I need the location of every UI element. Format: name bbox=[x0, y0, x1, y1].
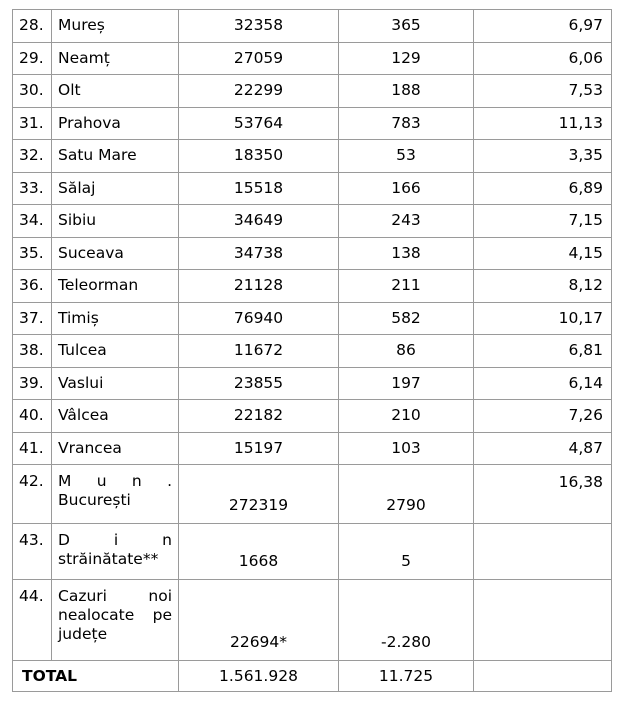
value-col1: 15518 bbox=[179, 172, 339, 205]
value-col1: 27059 bbox=[179, 42, 339, 75]
table-row bbox=[13, 172, 612, 205]
value-col1: 76940 bbox=[179, 302, 339, 335]
value-col1 bbox=[179, 465, 339, 524]
value-col2: 243 bbox=[339, 205, 474, 238]
table-row bbox=[13, 75, 612, 108]
county-name-line3: județe bbox=[58, 625, 108, 643]
county-name bbox=[52, 580, 179, 661]
table-row bbox=[13, 107, 612, 140]
county-name: Tulcea bbox=[52, 335, 179, 368]
row-number: 41. bbox=[13, 432, 52, 465]
table-row bbox=[13, 205, 612, 238]
value-col2-text: -2.280 bbox=[381, 633, 431, 651]
county-name-line2: străinătate** bbox=[58, 550, 159, 568]
value-col3: 7,26 bbox=[474, 400, 612, 433]
county-name: Sibiu bbox=[52, 205, 179, 238]
row-number: 30. bbox=[13, 75, 52, 108]
value-col1 bbox=[179, 524, 339, 580]
table-row bbox=[13, 432, 612, 465]
value-col3: 3,35 bbox=[474, 140, 612, 173]
value-col2: 211 bbox=[339, 270, 474, 303]
row-number bbox=[13, 524, 52, 580]
value-col1: 23855 bbox=[179, 367, 339, 400]
value-col3: 6,06 bbox=[474, 42, 612, 75]
value-col2-text: 2790 bbox=[386, 496, 426, 514]
table-row bbox=[13, 367, 612, 400]
county-name: Vâlcea bbox=[52, 400, 179, 433]
value-col3-text: 16,38 bbox=[558, 473, 603, 491]
value-col3: 6,14 bbox=[474, 367, 612, 400]
row-number: 28. bbox=[13, 10, 52, 43]
row-number: 32. bbox=[13, 140, 52, 173]
table-row bbox=[13, 302, 612, 335]
value-col1: 34738 bbox=[179, 237, 339, 270]
county-name: Vrancea bbox=[52, 432, 179, 465]
county-name: Sălaj bbox=[52, 172, 179, 205]
value-col3-empty bbox=[474, 580, 612, 661]
value-col1: 34649 bbox=[179, 205, 339, 238]
table-body bbox=[13, 10, 612, 692]
county-name-line2: nealocate pe bbox=[58, 606, 172, 624]
value-col2-text: 5 bbox=[401, 552, 411, 570]
total-value-col3-empty bbox=[474, 661, 612, 692]
value-col3: 6,97 bbox=[474, 10, 612, 43]
value-col3 bbox=[474, 465, 612, 524]
row-number: 34. bbox=[13, 205, 52, 238]
value-col2: 188 bbox=[339, 75, 474, 108]
value-col2: 129 bbox=[339, 42, 474, 75]
value-col2: 365 bbox=[339, 10, 474, 43]
value-col2: 783 bbox=[339, 107, 474, 140]
value-col3: 10,17 bbox=[474, 302, 612, 335]
county-name-line1: M u n . bbox=[58, 472, 172, 490]
county-name bbox=[52, 465, 179, 524]
value-col3: 7,53 bbox=[474, 75, 612, 108]
value-col3: 4,15 bbox=[474, 237, 612, 270]
county-name: Neamț bbox=[52, 42, 179, 75]
value-col1-text: 1668 bbox=[238, 552, 279, 570]
value-col1: 21128 bbox=[179, 270, 339, 303]
table-row-strainatate bbox=[13, 524, 612, 580]
county-name: Mureș bbox=[52, 10, 179, 43]
row-number: 40. bbox=[13, 400, 52, 433]
county-name bbox=[52, 524, 179, 580]
row-number: 33. bbox=[13, 172, 52, 205]
total-label: TOTAL bbox=[13, 661, 179, 692]
value-col1: 22299 bbox=[179, 75, 339, 108]
table-row bbox=[13, 140, 612, 173]
row-number: 31. bbox=[13, 107, 52, 140]
value-col2 bbox=[339, 465, 474, 524]
county-name-line1: D i n bbox=[58, 531, 172, 549]
row-number: 37. bbox=[13, 302, 52, 335]
value-col3: 8,12 bbox=[474, 270, 612, 303]
county-name: Vaslui bbox=[52, 367, 179, 400]
value-col2: 166 bbox=[339, 172, 474, 205]
value-col1 bbox=[179, 580, 339, 661]
value-col2: 86 bbox=[339, 335, 474, 368]
table-row bbox=[13, 270, 612, 303]
table-row bbox=[13, 42, 612, 75]
county-name: Timiș bbox=[52, 302, 179, 335]
value-col2 bbox=[339, 580, 474, 661]
row-number: 38. bbox=[13, 335, 52, 368]
value-col2: 582 bbox=[339, 302, 474, 335]
table-row-nealocate bbox=[13, 580, 612, 661]
value-col1-text: 272319 bbox=[228, 496, 289, 514]
table-row-bucuresti bbox=[13, 465, 612, 524]
county-name: Prahova bbox=[52, 107, 179, 140]
value-col1-text: 22694* bbox=[229, 633, 288, 651]
value-col3-empty bbox=[474, 524, 612, 580]
value-col1: 11672 bbox=[179, 335, 339, 368]
value-col2: 53 bbox=[339, 140, 474, 173]
table-row bbox=[13, 400, 612, 433]
value-col2: 197 bbox=[339, 367, 474, 400]
value-col3: 7,15 bbox=[474, 205, 612, 238]
value-col2: 138 bbox=[339, 237, 474, 270]
row-number bbox=[13, 465, 52, 524]
value-col3: 6,81 bbox=[474, 335, 612, 368]
value-col2 bbox=[339, 524, 474, 580]
value-col3: 6,89 bbox=[474, 172, 612, 205]
value-col3: 11,13 bbox=[474, 107, 612, 140]
county-name-line2: București bbox=[58, 491, 131, 509]
table-row bbox=[13, 335, 612, 368]
county-name: Satu Mare bbox=[52, 140, 179, 173]
row-number: 36. bbox=[13, 270, 52, 303]
value-col1: 53764 bbox=[179, 107, 339, 140]
total-value-col2: 11.725 bbox=[339, 661, 474, 692]
value-col1: 15197 bbox=[179, 432, 339, 465]
county-name: Olt bbox=[52, 75, 179, 108]
county-table bbox=[12, 9, 612, 692]
row-number: 29. bbox=[13, 42, 52, 75]
total-value-col1: 1.561.928 bbox=[179, 661, 339, 692]
table-row-total bbox=[13, 661, 612, 692]
table-row bbox=[13, 237, 612, 270]
value-col2: 210 bbox=[339, 400, 474, 433]
county-name: Suceava bbox=[52, 237, 179, 270]
row-number-text: 44. bbox=[19, 587, 44, 605]
row-number-text: 42. bbox=[19, 472, 44, 490]
row-number bbox=[13, 580, 52, 661]
value-col1: 32358 bbox=[179, 10, 339, 43]
row-number: 39. bbox=[13, 367, 52, 400]
value-col1: 22182 bbox=[179, 400, 339, 433]
value-col1: 18350 bbox=[179, 140, 339, 173]
county-name-line1: Cazuri noi bbox=[58, 587, 172, 605]
county-name: Teleorman bbox=[52, 270, 179, 303]
table-row bbox=[13, 10, 612, 43]
value-col3: 4,87 bbox=[474, 432, 612, 465]
row-number: 35. bbox=[13, 237, 52, 270]
row-number-text: 43. bbox=[19, 531, 44, 549]
value-col2: 103 bbox=[339, 432, 474, 465]
